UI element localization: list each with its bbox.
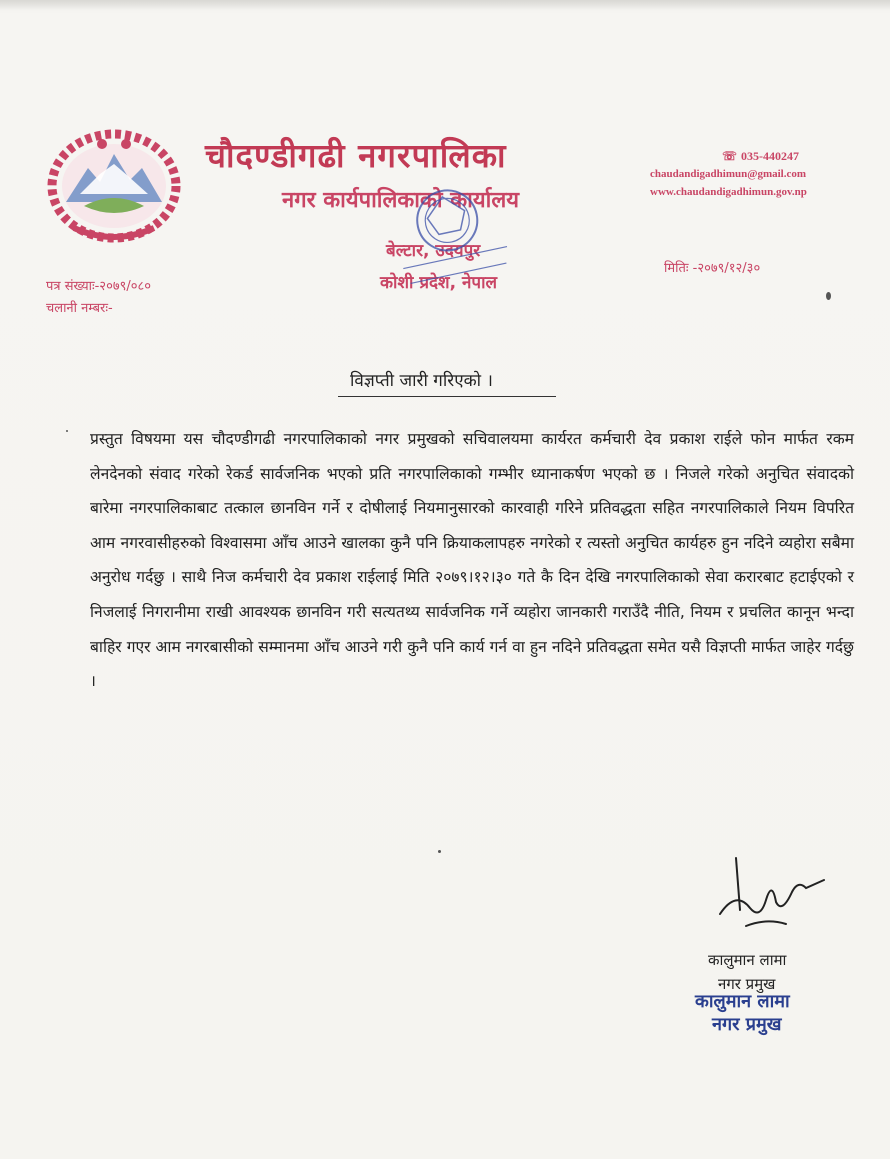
subject-underline xyxy=(338,396,556,397)
website-url: www.chaudandigadhimun.gov.np xyxy=(650,186,807,198)
phone-row xyxy=(722,147,807,165)
org-name: चौदण्डीगढी नगरपालिका xyxy=(205,136,507,175)
contact-block xyxy=(650,147,807,201)
subject-heading: विज्ञप्ती जारी गरिएको । xyxy=(350,371,493,391)
scan-speck xyxy=(66,430,68,432)
address-line-2: कोशी प्रदेश, नेपाल xyxy=(380,273,497,293)
scan-speck xyxy=(826,292,831,300)
notice-body: प्रस्तुत विषयमा यस चौदण्डीगढी नगरपालिकाको नगर प्रमुखको सचिवालयमा कार्यरत कर्मचारी देव प्रकाश राईले फोन मार्फत रकम लेनदेनको संवाद गरेको रेकर्ड सार्वजनिक भएको प्रति नगरपालिकाको गम्भीर ध्यानाकर्षण भएको छ । निजले गरेको अनुचित संवादको बारेमा नगरपालिकाबाट तत्काल छानविन गर्ने र दोषीलाई नियमानुसारको कारवाही गरिने प्रतिवद्धता सहित नगरपालिकाले नियम विपरित आम नगरवासीहरुको विश्वासमा आँच आउने खालका कुनै पनि क्रियाकलापहरु नगरेको र त्यस्तो अनुचित कार्यहरु हुन नदिने व्यहोरा सबैमा अनुरोध गर्दछु । साथै निज कर्मचारी देव प्रकाश राईलाई मिति २०७९।१२।३० गते कै दिन देखि नगरपालिकाको सेवा करारबाट हटाईएको र निजलाई निगरानीमा राखी आवश्यक छानविन गरी सत्यतथ्य सार्वजनिक गर्ने व्यहोरा जानकारी गराउँदै नीति, नियम र प्रचलित कानून भन्दा बाहिर गएर आम नगरबासीको सम्मानमा आँच आउने गरी कुनै पनि कार्य गर्न वा हुन नदिने प्रतिवद्धता समेत यसै विज्ञप्ती मार्फत जाहेर गर्दछु । xyxy=(90,430,854,691)
office-stamp-icon xyxy=(388,178,514,298)
reference-block xyxy=(46,276,151,320)
email-address: chaudandigadhimun@gmail.com xyxy=(650,168,807,180)
dispatch-number: चलानी नम्बरः- xyxy=(46,301,113,316)
letter-date: मितिः -२०७९/१२/३० xyxy=(664,261,761,276)
nepal-emblem-icon xyxy=(44,128,184,244)
signatory-name: कालुमान लामा xyxy=(708,951,787,969)
letter-number: पत्र संख्याः-२०७९/०८० xyxy=(46,279,152,294)
phone-number: 035-440247 xyxy=(741,149,800,163)
phone-icon: ☏ xyxy=(722,149,738,163)
seal-title: नगर प्रमुख xyxy=(712,1014,782,1035)
scan-edge xyxy=(0,0,890,10)
office-name: नगर कार्यपालिकाको कार्यालय xyxy=(282,188,519,213)
scan-speck xyxy=(438,850,441,853)
signature-icon xyxy=(706,850,830,942)
address-line-1: बेल्टार, उदयपुर xyxy=(386,241,481,261)
signatory-title: नगर प्रमुख xyxy=(718,975,776,993)
seal-name: कालुमान लामा xyxy=(695,991,790,1012)
